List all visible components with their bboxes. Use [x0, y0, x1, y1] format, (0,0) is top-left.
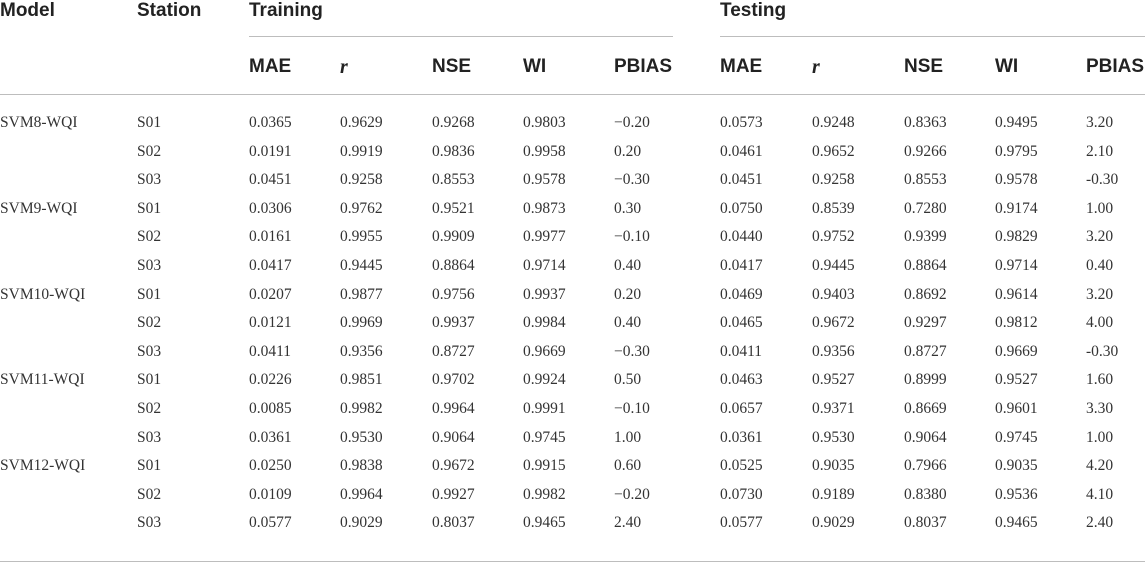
training-value-cell: 0.9937 — [523, 286, 566, 303]
station-cell: S01 — [137, 200, 162, 217]
testing-value-cell: 0.8037 — [904, 514, 947, 531]
training-value-cell: −0.30 — [614, 171, 650, 188]
training-value-cell: 0.9258 — [340, 171, 383, 188]
testing-value-cell: 3.20 — [1086, 228, 1114, 245]
testing-value-cell: 0.9174 — [995, 200, 1038, 217]
training-value-cell: 0.9762 — [340, 200, 383, 217]
training-value-cell: 0.8864 — [432, 257, 475, 274]
testing-value-cell: 0.9356 — [812, 343, 855, 360]
testing-value-cell: 4.10 — [1086, 486, 1114, 503]
testing-value-cell: 4.20 — [1086, 457, 1114, 474]
training-value-cell: 0.9955 — [340, 228, 383, 245]
testing-value-cell: 0.9266 — [904, 143, 947, 160]
testing-value-cell: 0.9672 — [812, 314, 855, 331]
training-value-cell: 0.9029 — [340, 514, 383, 531]
training-value-cell: 0.0365 — [249, 114, 292, 131]
training-value-cell: 0.9521 — [432, 200, 475, 217]
testing-value-cell: 0.9258 — [812, 171, 855, 188]
training-value-cell: 0.9927 — [432, 486, 475, 503]
training-value-cell: 0.9873 — [523, 200, 566, 217]
training-value-cell: 0.9964 — [340, 486, 383, 503]
training-value-cell: 0.9445 — [340, 257, 383, 274]
testing-value-cell: 0.9536 — [995, 486, 1038, 503]
training-value-cell: 0.40 — [614, 314, 642, 331]
station-cell: S01 — [137, 371, 162, 388]
training-value-cell: 0.9909 — [432, 228, 475, 245]
testing-value-cell: 3.20 — [1086, 114, 1114, 131]
testing-value-cell: 0.9029 — [812, 514, 855, 531]
testing-value-cell: 0.8692 — [904, 286, 947, 303]
testing-value-cell: 0.9795 — [995, 143, 1038, 160]
testing-value-cell: 0.9745 — [995, 429, 1038, 446]
training-value-cell: 0.9924 — [523, 371, 566, 388]
testing-value-cell: 0.8669 — [904, 400, 947, 417]
training-value-cell: 0.9672 — [432, 457, 475, 474]
training-value-cell: 0.0191 — [249, 143, 292, 160]
station-cell: S02 — [137, 228, 162, 245]
testing-value-cell: 2.40 — [1086, 514, 1114, 531]
testing-value-cell: 1.60 — [1086, 371, 1114, 388]
testing-value-cell: 0.0417 — [720, 257, 763, 274]
testing-value-cell: 0.9812 — [995, 314, 1038, 331]
testing-value-cell: 0.9399 — [904, 228, 947, 245]
station-cell: S01 — [137, 114, 162, 131]
testing-value-cell: 0.9614 — [995, 286, 1038, 303]
testing-value-cell: -0.30 — [1086, 343, 1119, 360]
header-testing: Testing — [720, 0, 787, 21]
training-value-cell: 0.0306 — [249, 200, 292, 217]
testing-value-cell: 0.9403 — [812, 286, 855, 303]
training-value-cell: 0.20 — [614, 143, 642, 160]
training-value-cell: 0.20 — [614, 286, 642, 303]
testing-value-cell: 1.00 — [1086, 200, 1114, 217]
testing-header-nse: NSE — [904, 56, 944, 77]
testing-value-cell: 0.9669 — [995, 343, 1038, 360]
training-value-cell: 1.00 — [614, 429, 642, 446]
training-value-cell: 0.9877 — [340, 286, 383, 303]
training-value-cell: 0.40 — [614, 257, 642, 274]
station-cell: S02 — [137, 314, 162, 331]
testing-value-cell: 0.9527 — [995, 371, 1038, 388]
model-name: SVM9-WQI — [0, 200, 78, 217]
station-cell: S02 — [137, 400, 162, 417]
training-value-cell: 0.9838 — [340, 457, 383, 474]
training-value-cell: 0.9578 — [523, 171, 566, 188]
testing-value-cell: 0.8999 — [904, 371, 947, 388]
training-value-cell: 0.9991 — [523, 400, 566, 417]
training-header-wi: WI — [523, 56, 547, 77]
testing-value-cell: 0.9189 — [812, 486, 855, 503]
testing-value-cell: 0.0469 — [720, 286, 763, 303]
testing-value-cell: 0.0577 — [720, 514, 763, 531]
training-value-cell: 0.9356 — [340, 343, 383, 360]
training-value-cell: −0.20 — [614, 114, 650, 131]
training-value-cell: 0.9982 — [340, 400, 383, 417]
table-bottom-rule — [0, 561, 1145, 562]
training-value-cell: 0.0411 — [249, 343, 292, 360]
training-header-r: r — [340, 56, 348, 78]
testing-header-pbias: PBIAS — [1086, 56, 1145, 77]
testing-value-cell: 0.0525 — [720, 457, 763, 474]
training-header-nse: NSE — [432, 56, 472, 77]
training-value-cell: 0.0085 — [249, 400, 292, 417]
training-header-mae: MAE — [249, 56, 292, 77]
testing-value-cell: 0.8727 — [904, 343, 947, 360]
testing-value-cell: 0.9035 — [812, 457, 855, 474]
station-cell: S01 — [137, 457, 162, 474]
training-value-cell: −0.10 — [614, 228, 650, 245]
testing-value-cell: 0.9578 — [995, 171, 1038, 188]
training-value-cell: 0.50 — [614, 371, 642, 388]
testing-value-cell: 0.8553 — [904, 171, 947, 188]
model-name: SVM8-WQI — [0, 114, 78, 131]
training-value-cell: 0.0161 — [249, 228, 292, 245]
testing-value-cell: 0.8363 — [904, 114, 947, 131]
testing-value-cell: 0.9445 — [812, 257, 855, 274]
training-value-cell: 0.0250 — [249, 457, 292, 474]
training-value-cell: 0.9803 — [523, 114, 566, 131]
station-cell: S03 — [137, 429, 162, 446]
testing-value-cell: 0.9035 — [995, 457, 1038, 474]
training-value-cell: 0.8727 — [432, 343, 475, 360]
training-value-cell: 0.9836 — [432, 143, 475, 160]
training-value-cell: 0.9756 — [432, 286, 475, 303]
training-value-cell: 0.0361 — [249, 429, 292, 446]
testing-value-cell: 0.0361 — [720, 429, 763, 446]
testing-value-cell: 0.9601 — [995, 400, 1038, 417]
testing-value-cell: 0.9064 — [904, 429, 947, 446]
testing-group-rule — [720, 36, 1145, 37]
header-bottom-rule — [0, 94, 1145, 95]
testing-header-r: r — [812, 56, 820, 78]
testing-value-cell: 0.0463 — [720, 371, 763, 388]
training-value-cell: 0.60 — [614, 457, 642, 474]
testing-value-cell: 0.8864 — [904, 257, 947, 274]
training-value-cell: 0.9064 — [432, 429, 475, 446]
testing-value-cell: 0.9652 — [812, 143, 855, 160]
testing-header-mae: MAE — [720, 56, 763, 77]
testing-value-cell: 1.00 — [1086, 429, 1114, 446]
model-name: SVM12-WQI — [0, 457, 86, 474]
testing-value-cell: 0.0451 — [720, 171, 763, 188]
testing-value-cell: 0.0750 — [720, 200, 763, 217]
testing-value-cell: 0.0573 — [720, 114, 763, 131]
testing-value-cell: 0.9371 — [812, 400, 855, 417]
testing-value-cell: 0.0411 — [720, 343, 763, 360]
station-cell: S03 — [137, 257, 162, 274]
training-value-cell: 0.8553 — [432, 171, 475, 188]
testing-value-cell: 0.0465 — [720, 314, 763, 331]
header-training: Training — [249, 0, 323, 21]
training-value-cell: 0.0577 — [249, 514, 292, 531]
training-value-cell: −0.30 — [614, 343, 650, 360]
testing-value-cell: 0.9495 — [995, 114, 1038, 131]
training-value-cell: −0.20 — [614, 486, 650, 503]
training-value-cell: 0.30 — [614, 200, 642, 217]
training-value-cell: 0.9714 — [523, 257, 566, 274]
station-cell: S02 — [137, 143, 162, 160]
training-value-cell: 0.9702 — [432, 371, 475, 388]
testing-value-cell: 0.9248 — [812, 114, 855, 131]
training-value-cell: 0.9629 — [340, 114, 383, 131]
testing-value-cell: 0.7280 — [904, 200, 947, 217]
training-value-cell: 0.9851 — [340, 371, 383, 388]
training-value-cell: 0.9964 — [432, 400, 475, 417]
testing-value-cell: 0.8380 — [904, 486, 947, 503]
testing-value-cell: 0.0440 — [720, 228, 763, 245]
training-group-rule — [249, 36, 673, 37]
training-value-cell: 2.40 — [614, 514, 642, 531]
testing-value-cell: 0.0730 — [720, 486, 763, 503]
station-cell: S03 — [137, 343, 162, 360]
training-value-cell: 0.9669 — [523, 343, 566, 360]
testing-value-cell: 2.10 — [1086, 143, 1114, 160]
station-cell: S03 — [137, 171, 162, 188]
training-value-cell: 0.9919 — [340, 143, 383, 160]
training-value-cell: 0.9958 — [523, 143, 566, 160]
station-cell: S03 — [137, 514, 162, 531]
training-value-cell: 0.0121 — [249, 314, 292, 331]
training-value-cell: 0.9982 — [523, 486, 566, 503]
training-value-cell: −0.10 — [614, 400, 650, 417]
training-value-cell: 0.0417 — [249, 257, 292, 274]
training-value-cell: 0.9745 — [523, 429, 566, 446]
training-value-cell: 0.9969 — [340, 314, 383, 331]
training-value-cell: 0.9977 — [523, 228, 566, 245]
testing-value-cell: 4.00 — [1086, 314, 1114, 331]
training-value-cell: 0.9268 — [432, 114, 475, 131]
testing-value-cell: -0.30 — [1086, 171, 1119, 188]
training-header-pbias: PBIAS — [614, 56, 673, 77]
training-value-cell: 0.8037 — [432, 514, 475, 531]
header-model: Model — [0, 0, 55, 21]
training-value-cell: 0.9915 — [523, 457, 566, 474]
testing-value-cell: 0.0461 — [720, 143, 763, 160]
testing-value-cell: 0.9527 — [812, 371, 855, 388]
testing-value-cell: 0.9714 — [995, 257, 1038, 274]
training-value-cell: 0.0451 — [249, 171, 292, 188]
testing-value-cell: 0.9752 — [812, 228, 855, 245]
training-value-cell: 0.0226 — [249, 371, 292, 388]
testing-value-cell: 0.7966 — [904, 457, 947, 474]
header-station: Station — [137, 0, 202, 21]
testing-value-cell: 3.20 — [1086, 286, 1114, 303]
model-name: SVM10-WQI — [0, 286, 86, 303]
station-cell: S01 — [137, 286, 162, 303]
testing-value-cell: 0.9530 — [812, 429, 855, 446]
testing-value-cell: 0.40 — [1086, 257, 1114, 274]
testing-header-wi: WI — [995, 56, 1019, 77]
testing-value-cell: 0.8539 — [812, 200, 855, 217]
training-value-cell: 0.9937 — [432, 314, 475, 331]
training-value-cell: 0.0109 — [249, 486, 292, 503]
testing-value-cell: 0.9829 — [995, 228, 1038, 245]
training-value-cell: 0.9530 — [340, 429, 383, 446]
testing-value-cell: 0.0657 — [720, 400, 763, 417]
training-value-cell: 0.9984 — [523, 314, 566, 331]
training-value-cell: 0.9465 — [523, 514, 566, 531]
station-cell: S02 — [137, 486, 162, 503]
testing-value-cell: 0.9465 — [995, 514, 1038, 531]
training-value-cell: 0.0207 — [249, 286, 292, 303]
testing-value-cell: 3.30 — [1086, 400, 1114, 417]
testing-value-cell: 0.9297 — [904, 314, 947, 331]
model-name: SVM11-WQI — [0, 371, 85, 388]
